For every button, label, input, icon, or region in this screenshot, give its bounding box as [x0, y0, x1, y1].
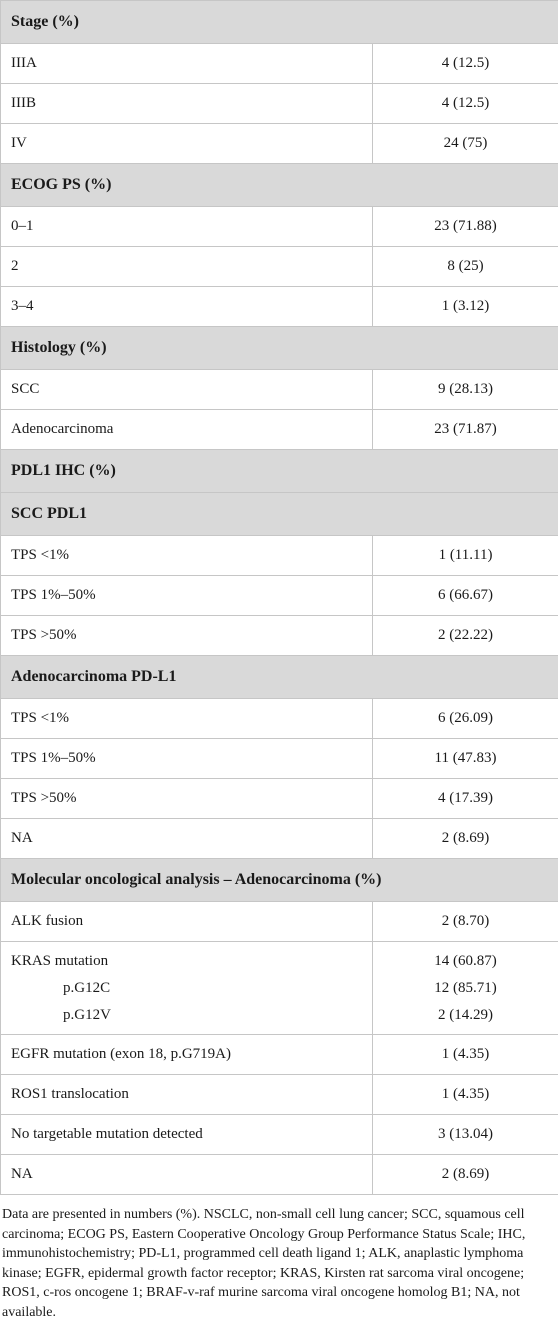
section-header-row: [1, 493, 558, 536]
sub-row-label: p.G12V: [63, 1006, 111, 1023]
row-label: 2: [1, 247, 373, 287]
row-label: IV: [1, 124, 373, 164]
row-label: TPS <1%: [1, 536, 373, 576]
table-row: [1, 819, 558, 859]
table-row: [1, 1075, 558, 1115]
sub-row-label: p.G12C: [63, 979, 111, 996]
section-header-row: [1, 450, 558, 493]
table-row-kras: [1, 942, 558, 1035]
table-row: [1, 287, 558, 327]
row-value: 2 (8.69): [373, 819, 558, 859]
section-heading: SCC PDL1: [1, 493, 558, 536]
row-label: NA: [1, 819, 373, 859]
row-label: TPS >50%: [1, 616, 373, 656]
row-label: 0–1: [1, 207, 373, 247]
row-label: 3–4: [1, 287, 373, 327]
table-row: [1, 247, 558, 287]
section-header-row: [1, 1, 558, 44]
table-row: [1, 1035, 558, 1075]
row-value: 4 (12.5): [373, 44, 558, 84]
table-row: [1, 370, 558, 410]
table-row: [1, 207, 558, 247]
row-value: 4 (12.5): [373, 84, 558, 124]
row-label: SCC: [1, 370, 373, 410]
section-heading: Molecular oncological analysis – Adenocarcinoma (%): [1, 859, 558, 902]
row-value: 6 (66.67): [373, 576, 558, 616]
row-value: 23 (71.87): [373, 410, 558, 450]
section-header-row: [1, 164, 558, 207]
row-label: ALK fusion: [1, 902, 373, 942]
row-label: TPS 1%–50%: [1, 576, 373, 616]
row-value: 1 (4.35): [373, 1075, 558, 1115]
row-value: 2 (22.22): [373, 616, 558, 656]
row-value: 1 (3.12): [373, 287, 558, 327]
row-value-group: [373, 942, 558, 1035]
row-value: 23 (71.88): [373, 207, 558, 247]
section-heading: PDL1 IHC (%): [1, 450, 558, 493]
row-value: 24 (75): [373, 124, 558, 164]
row-label: KRAS mutation: [11, 952, 109, 969]
row-value: 14 (60.87): [434, 952, 497, 969]
sub-row-value: 2 (14.29): [438, 1006, 493, 1023]
row-label: IIIA: [1, 44, 373, 84]
section-header-row: [1, 327, 558, 370]
table-row: [1, 536, 558, 576]
row-label: IIIB: [1, 84, 373, 124]
row-value: 4 (17.39): [373, 779, 558, 819]
row-label: TPS >50%: [1, 779, 373, 819]
row-label: ROS1 translocation: [1, 1075, 373, 1115]
table-row: [1, 44, 558, 84]
row-value: 1 (4.35): [373, 1035, 558, 1075]
table-row: [1, 902, 558, 942]
row-value: 11 (47.83): [373, 739, 558, 779]
table-row: [1, 699, 558, 739]
section-heading: ECOG PS (%): [1, 164, 558, 207]
row-label-group: [1, 942, 373, 1035]
section-header-row: [1, 859, 558, 902]
row-value: 3 (13.04): [373, 1115, 558, 1155]
table-footnote: Data are presented in numbers (%). NSCLC, non-small cell lung cancer; SCC, squamous cell carcinoma; ECOG PS, Eastern Cooperative Oncology Group Performance Status Scale; IHC, immunohistochemistry; PD-L1, programmed cell death ligand 1; ALK, anaplastic lymphoma kinase; EGFR, epidermal growth factor receptor; KRAS, Kirsten rat sarcoma viral oncogene; ROS1, c-ros oncogene 1; BRAF-v-raf murine sarcoma viral oncogene homolog B1; NA, not available.: [2, 1207, 526, 1320]
section-heading: Stage (%): [1, 1, 558, 44]
row-value: 9 (28.13): [373, 370, 558, 410]
section-heading: Adenocarcinoma PD-L1: [1, 656, 558, 699]
row-value: 2 (8.69): [373, 1155, 558, 1195]
row-label: TPS <1%: [1, 699, 373, 739]
table-row: [1, 739, 558, 779]
table-row: [1, 779, 558, 819]
section-heading: Histology (%): [1, 327, 558, 370]
table-row: [1, 1155, 558, 1195]
section-header-row: [1, 656, 558, 699]
row-value: 8 (25): [373, 247, 558, 287]
table-row: [1, 616, 558, 656]
row-label: NA: [1, 1155, 373, 1195]
table-row: [1, 124, 558, 164]
table-row: [1, 84, 558, 124]
row-value: 2 (8.70): [373, 902, 558, 942]
row-value: 1 (11.11): [373, 536, 558, 576]
row-value: 6 (26.09): [373, 699, 558, 739]
row-label: EGFR mutation (exon 18, p.G719A): [1, 1035, 373, 1075]
table-row: [1, 410, 558, 450]
row-label: Adenocarcinoma: [1, 410, 373, 450]
row-label: No targetable mutation detected: [1, 1115, 373, 1155]
table-row: [1, 576, 558, 616]
table-row: [1, 1115, 558, 1155]
row-label: TPS 1%–50%: [1, 739, 373, 779]
sub-row-value: 12 (85.71): [434, 979, 497, 996]
